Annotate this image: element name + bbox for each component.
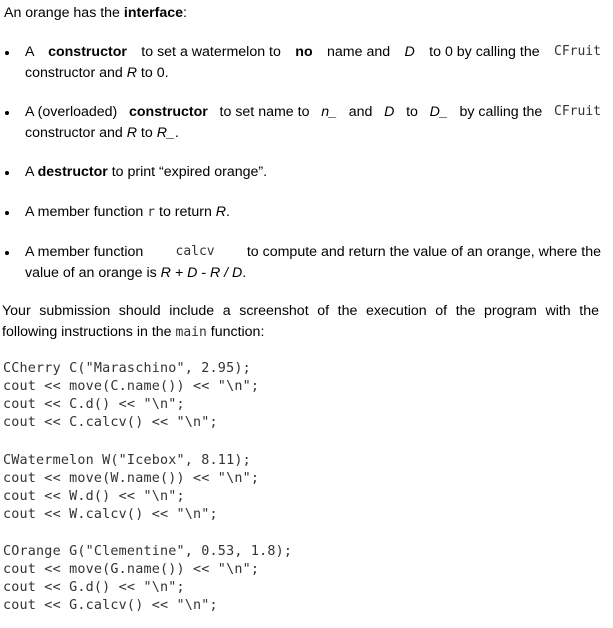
submission-line-1: Your submission should include a screenshot of the execution of the program with the	[2, 303, 599, 319]
code-line: COrange G("Clementine", 0.53, 1.8);	[3, 544, 293, 559]
bullet-5-dot	[5, 251, 9, 255]
submission-line-2: following instructions in the main function:	[2, 324, 265, 340]
code-line: cout << move(C.name()) << "\n";	[3, 379, 260, 394]
code-line: cout << C.calcv() << "\n";	[3, 415, 218, 430]
intro-suffix: :	[183, 5, 187, 21]
bullet-3-dot	[5, 171, 9, 175]
bullet-1-dot	[5, 51, 9, 55]
intro-prefix: An orange has the	[4, 5, 124, 21]
code-line: cout << C.d() << "\n";	[3, 397, 185, 412]
bullet-2-line-2: constructor and R to R_.	[25, 125, 179, 141]
bullet-2-dot	[5, 111, 9, 115]
bullet-1-line-1: A constructor to set a watermelon to no name and D to 0 by calling the CFruit	[25, 44, 601, 60]
code-line: cout << move(W.name()) << "\n";	[3, 471, 260, 486]
code-line: CWatermelon W("Icebox", 8.11);	[3, 453, 251, 468]
bullet-1-line-2: constructor and R to 0.	[25, 65, 169, 81]
bullet-4-dot	[5, 211, 9, 215]
bullet-5-line-2: value of an orange is R + D - R / D.	[25, 265, 247, 281]
code-line: cout << G.d() << "\n";	[3, 580, 185, 595]
bullet-3-line-1: A destructor to print “expired orange”.	[25, 164, 268, 180]
intro-bold: interface	[123, 5, 184, 21]
code-line: cout << G.calcv() << "\n";	[3, 598, 218, 613]
code-line: CCherry C("Maraschino", 2.95);	[3, 361, 251, 376]
bullet-2-line-1: A (overloaded) constructor to set name to n_ and D to D_ by calling the CFruit	[25, 104, 601, 120]
bullet-5-line-1: A member function calcv to compute and return the value of an orange, where the	[25, 244, 601, 260]
code-line: cout << move(G.name()) << "\n";	[3, 562, 260, 577]
code-line: cout << W.d() << "\n";	[3, 489, 185, 504]
code-line: cout << W.calcv() << "\n";	[3, 507, 218, 522]
bullet-4-line-1: A member function r to return R.	[25, 204, 230, 220]
intro-line	[4, 5, 187, 21]
